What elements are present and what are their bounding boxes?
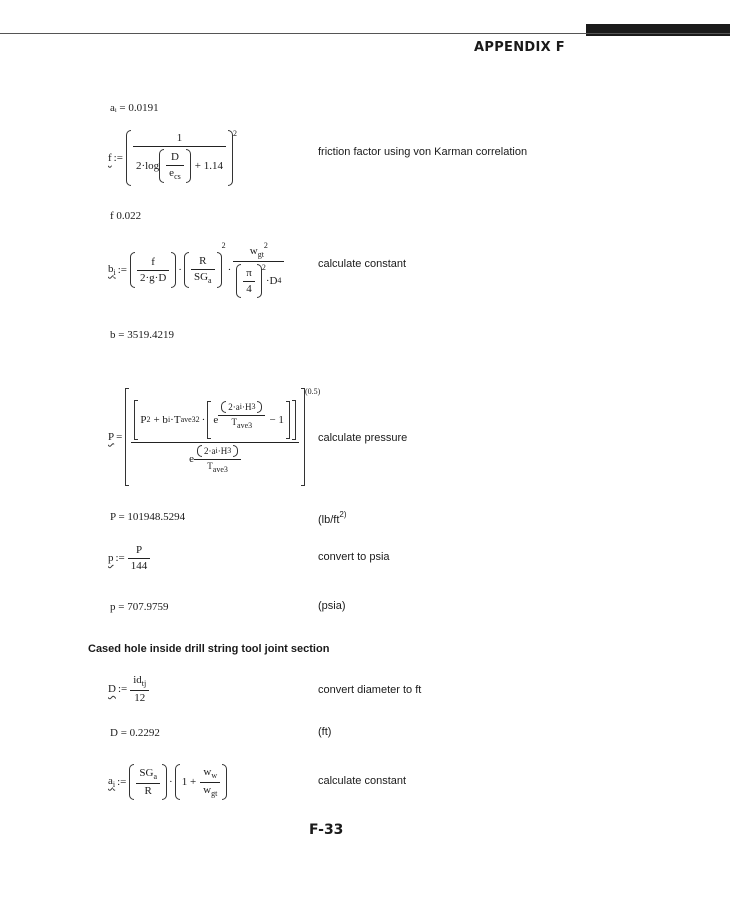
r-over-sga-paren bbox=[184, 252, 222, 288]
plus-b: + b bbox=[153, 413, 168, 426]
p-note: calculate pressure bbox=[318, 432, 408, 444]
i-sub: i bbox=[215, 446, 218, 455]
ave3-sub: ave3 bbox=[180, 415, 196, 424]
pi-symbol: π bbox=[246, 266, 252, 279]
f-symbol: f bbox=[151, 255, 155, 268]
page-number: F-33 bbox=[309, 822, 344, 838]
p-lower-variable: p bbox=[108, 552, 114, 564]
three-sub: 3 bbox=[227, 446, 232, 455]
sg-char: SG bbox=[193, 270, 209, 283]
id-over-12 bbox=[130, 675, 149, 704]
p-char: P bbox=[140, 413, 147, 426]
gt-sub: gt bbox=[257, 250, 264, 259]
three-sub: 3 bbox=[251, 402, 256, 411]
p-inner-bracket: P 2 + b i ·T ave3 2 · e 2·a i ·H 3 Tave3 − 1 bbox=[134, 400, 296, 440]
p-units bbox=[318, 511, 347, 526]
b-formula: $b_i$ := $\frac{f}{2\cdot g\cdot D}$ · $\frac{R}{SG_a}$ 2 · $w_{gt}^2$ $\frac{\pi}{4}$ 2 ·D 4 bbox=[108, 242, 284, 298]
f-over-2gd bbox=[137, 257, 169, 284]
p-denominator bbox=[186, 443, 244, 474]
id-char: id bbox=[133, 674, 142, 686]
w-char: w bbox=[203, 765, 212, 778]
p-result: P = 10194​8.5294 bbox=[110, 511, 186, 523]
wgt-squared bbox=[247, 242, 271, 261]
d-term: ·D bbox=[265, 274, 278, 287]
two-g-d: 2·g·D bbox=[140, 271, 167, 284]
assign-operator: := bbox=[115, 552, 125, 564]
a-sub: a bbox=[208, 275, 212, 285]
units-text: (lb/ft bbox=[318, 514, 340, 526]
assign-operator: := bbox=[117, 683, 128, 695]
exp-numerator bbox=[194, 445, 241, 459]
assign-operator: := bbox=[117, 263, 127, 276]
f-exponent: 2 bbox=[232, 129, 237, 138]
section-heading: Cased hole inside drill string tool joint section bbox=[88, 643, 330, 655]
exponent: 4 bbox=[277, 276, 282, 285]
psia-note: convert to psia bbox=[318, 551, 390, 563]
d-variable: D bbox=[108, 683, 116, 695]
t-char: ·T bbox=[170, 413, 181, 426]
e-char: e bbox=[213, 413, 219, 426]
a-formula: $a_i$ := $\frac{SG_a}{R}$ · 1 + $\frac{w_w}{w_{gt}}$ bbox=[108, 764, 227, 800]
log-paren bbox=[159, 149, 191, 183]
p-numerator bbox=[131, 400, 299, 442]
p-over-144 bbox=[128, 545, 151, 572]
sga-over-r-paren bbox=[129, 764, 167, 800]
a-variable bbox=[108, 776, 115, 789]
sga-symbol bbox=[191, 270, 215, 285]
exponent: 2 bbox=[146, 415, 151, 424]
ave3-sub: ave3 bbox=[212, 465, 228, 474]
r-over-sga bbox=[191, 256, 215, 285]
exp-fraction-top bbox=[218, 401, 265, 430]
t-char: T bbox=[231, 417, 238, 427]
psia-formula bbox=[108, 545, 150, 572]
exp-denominator bbox=[204, 460, 231, 474]
psia-units: (psia) bbox=[318, 600, 346, 612]
f-formula bbox=[108, 130, 237, 186]
exponent: 2 bbox=[263, 241, 268, 250]
exp-denominator bbox=[229, 416, 256, 430]
ww-over-wgt bbox=[200, 767, 220, 798]
cs-sub: cs bbox=[174, 171, 181, 181]
assign-operator: := bbox=[113, 151, 123, 164]
exponent: 2 bbox=[261, 263, 266, 272]
d-note: convert diameter to ft bbox=[318, 684, 422, 696]
tj-sub: tj bbox=[141, 679, 147, 688]
p-variable: P bbox=[108, 430, 115, 443]
header-rule bbox=[0, 33, 730, 34]
two-a: 2·a bbox=[228, 401, 240, 412]
one-plus: 1 + bbox=[181, 775, 197, 788]
b-note: calculate constant bbox=[318, 258, 407, 270]
r-symbol: R bbox=[144, 784, 152, 797]
p-outer-bracket bbox=[125, 388, 305, 486]
minus-one: − 1 bbox=[269, 413, 284, 426]
log-prefix: 2·log bbox=[135, 159, 160, 172]
e-char: e bbox=[169, 166, 175, 179]
units-exp: 2) bbox=[339, 510, 347, 519]
f-numerator: 1 bbox=[176, 132, 183, 144]
two-a: 2·a bbox=[203, 445, 216, 456]
sga-over-r bbox=[136, 768, 160, 797]
exponent: 2 bbox=[221, 241, 226, 250]
w-sub: w bbox=[211, 770, 218, 780]
ave3-sub: ave3 bbox=[237, 421, 253, 430]
assign-operator: := bbox=[117, 775, 127, 788]
b-sub: i bbox=[113, 267, 116, 277]
f-note: friction factor using von Karman correlation bbox=[318, 146, 528, 158]
f-over-2gd-paren bbox=[130, 252, 176, 288]
constant-term: + 1.14 bbox=[194, 159, 223, 172]
pi-paren bbox=[236, 264, 262, 298]
outer-exponent: (0.5) bbox=[304, 387, 321, 396]
w-char: w bbox=[249, 245, 258, 257]
wgt-over-pi bbox=[233, 242, 284, 298]
divisor: 12 bbox=[134, 692, 146, 704]
ww-paren bbox=[175, 764, 228, 800]
f-denominator bbox=[133, 147, 226, 183]
d-over-ecs bbox=[166, 152, 184, 181]
e-bracket bbox=[207, 401, 290, 439]
ecs-symbol bbox=[166, 166, 184, 181]
i-sub: i bbox=[112, 779, 116, 789]
sga-symbol bbox=[136, 768, 160, 783]
t-char: T bbox=[207, 461, 213, 471]
e-char: e bbox=[189, 453, 194, 465]
appendix-title: APPENDIX F bbox=[474, 40, 565, 55]
b-result: b = 3519.4219 bbox=[110, 329, 174, 341]
p-symbol: P bbox=[135, 544, 143, 556]
sg-char: SG bbox=[139, 766, 154, 779]
d-formula bbox=[108, 675, 149, 704]
d-units: (ft) bbox=[318, 726, 332, 738]
pi-d4 bbox=[233, 262, 284, 298]
b-variable bbox=[108, 264, 116, 277]
p-formula bbox=[108, 388, 320, 486]
four: 4 bbox=[246, 282, 252, 295]
d-symbol: D bbox=[170, 150, 179, 163]
a-sub: a bbox=[153, 771, 158, 781]
exp-fraction-bottom bbox=[194, 445, 241, 474]
assign-operator: = bbox=[116, 430, 123, 443]
ai-result: aᵢ = 0.0191 bbox=[110, 102, 159, 114]
ww-symbol bbox=[200, 767, 220, 782]
f-result: f 0.022 bbox=[110, 210, 142, 222]
divisor: 144 bbox=[130, 560, 148, 572]
psia-result: p = 707.9759 bbox=[110, 601, 169, 613]
header-bar bbox=[586, 24, 730, 36]
p-fraction bbox=[131, 400, 299, 474]
id-symbol bbox=[130, 675, 149, 690]
exponent: 2 bbox=[195, 415, 200, 424]
f-fraction bbox=[133, 133, 226, 183]
exp-numerator bbox=[218, 401, 265, 415]
w-char: w bbox=[203, 783, 212, 796]
d-result: D = 0.2292 bbox=[110, 727, 160, 739]
h-char: ·H bbox=[241, 401, 252, 412]
gt-sub: gt bbox=[211, 788, 218, 798]
a-note: calculate constant bbox=[318, 775, 407, 787]
h-char: ·H bbox=[217, 445, 228, 456]
i-sub: i bbox=[239, 402, 242, 411]
b-char: b bbox=[108, 262, 114, 275]
i-sub: i bbox=[167, 415, 171, 424]
f-paren bbox=[126, 130, 233, 186]
f-variable: f bbox=[108, 151, 112, 164]
r-symbol: R bbox=[199, 254, 207, 267]
a-char: a bbox=[108, 774, 113, 787]
pi-over-4 bbox=[243, 268, 255, 295]
wgt-symbol bbox=[200, 783, 220, 798]
